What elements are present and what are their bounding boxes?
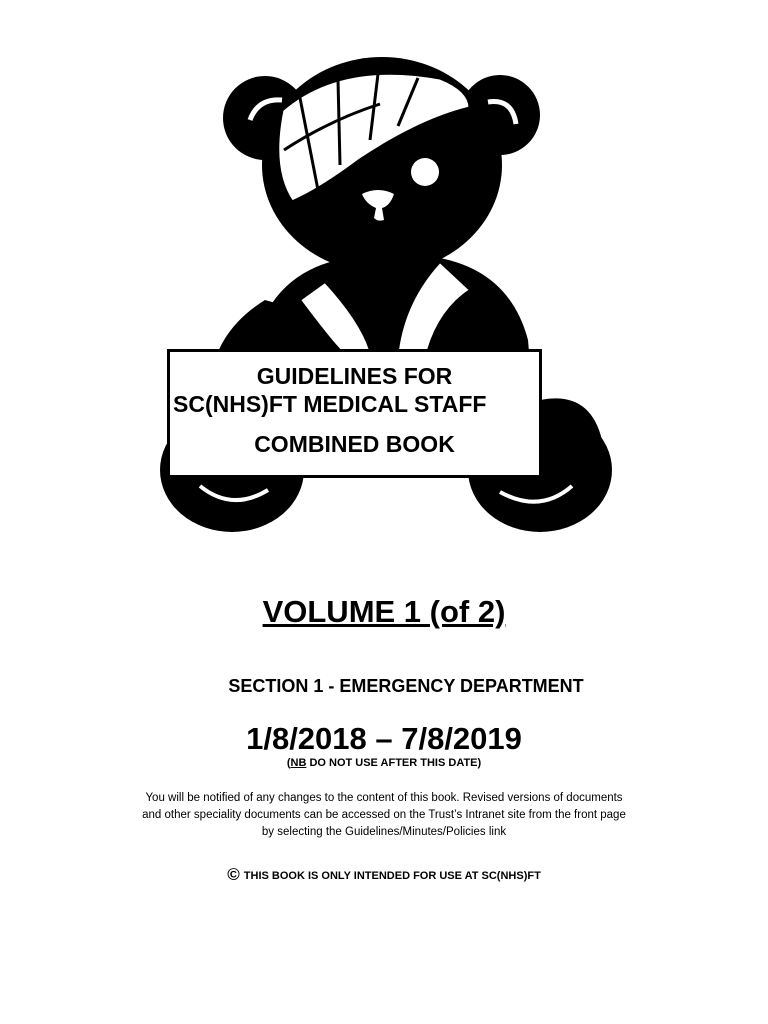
copyright-text: THIS BOOK IS ONLY INTENDED FOR USE AT SC(NHS)FT — [240, 870, 541, 882]
expiry-note-text: DO NOT USE AFTER THIS DATE) — [306, 757, 482, 769]
copyright-symbol: © — [227, 865, 240, 884]
validity-dates: 1/8/2018 – 7/8/2019 — [246, 721, 522, 756]
expiry-note-keyword: NB — [290, 757, 307, 769]
revision-notice-line-2: and other speciality documents can be accessed on the Trust’s Intranet site from the front page — [142, 809, 626, 821]
expiry-note — [0, 755, 768, 771]
revision-notice — [100, 790, 668, 841]
section-heading: SECTION 1 - EMERGENCY DEPARTMENT — [228, 676, 584, 696]
revision-notice-line-3: by selecting the Guidelines/Minutes/Policies link — [261, 826, 507, 838]
title-sign — [167, 349, 542, 478]
bear-eye — [411, 158, 439, 186]
sign-title-line-1: GUIDELINES FOR — [256, 363, 453, 389]
revision-notice-line-1: You will be notified of any changes to the content of this book. Revised versions of documents — [145, 792, 623, 804]
sign-title-line-2: SC(NHS)FT MEDICAL STAFF — [173, 391, 487, 417]
expiry-note-open: ( — [286, 757, 291, 769]
copyright-notice — [0, 865, 768, 886]
sign-title-line-3: COMBINED BOOK — [254, 431, 455, 457]
volume-heading: VOLUME 1 (of 2) — [262, 594, 506, 629]
